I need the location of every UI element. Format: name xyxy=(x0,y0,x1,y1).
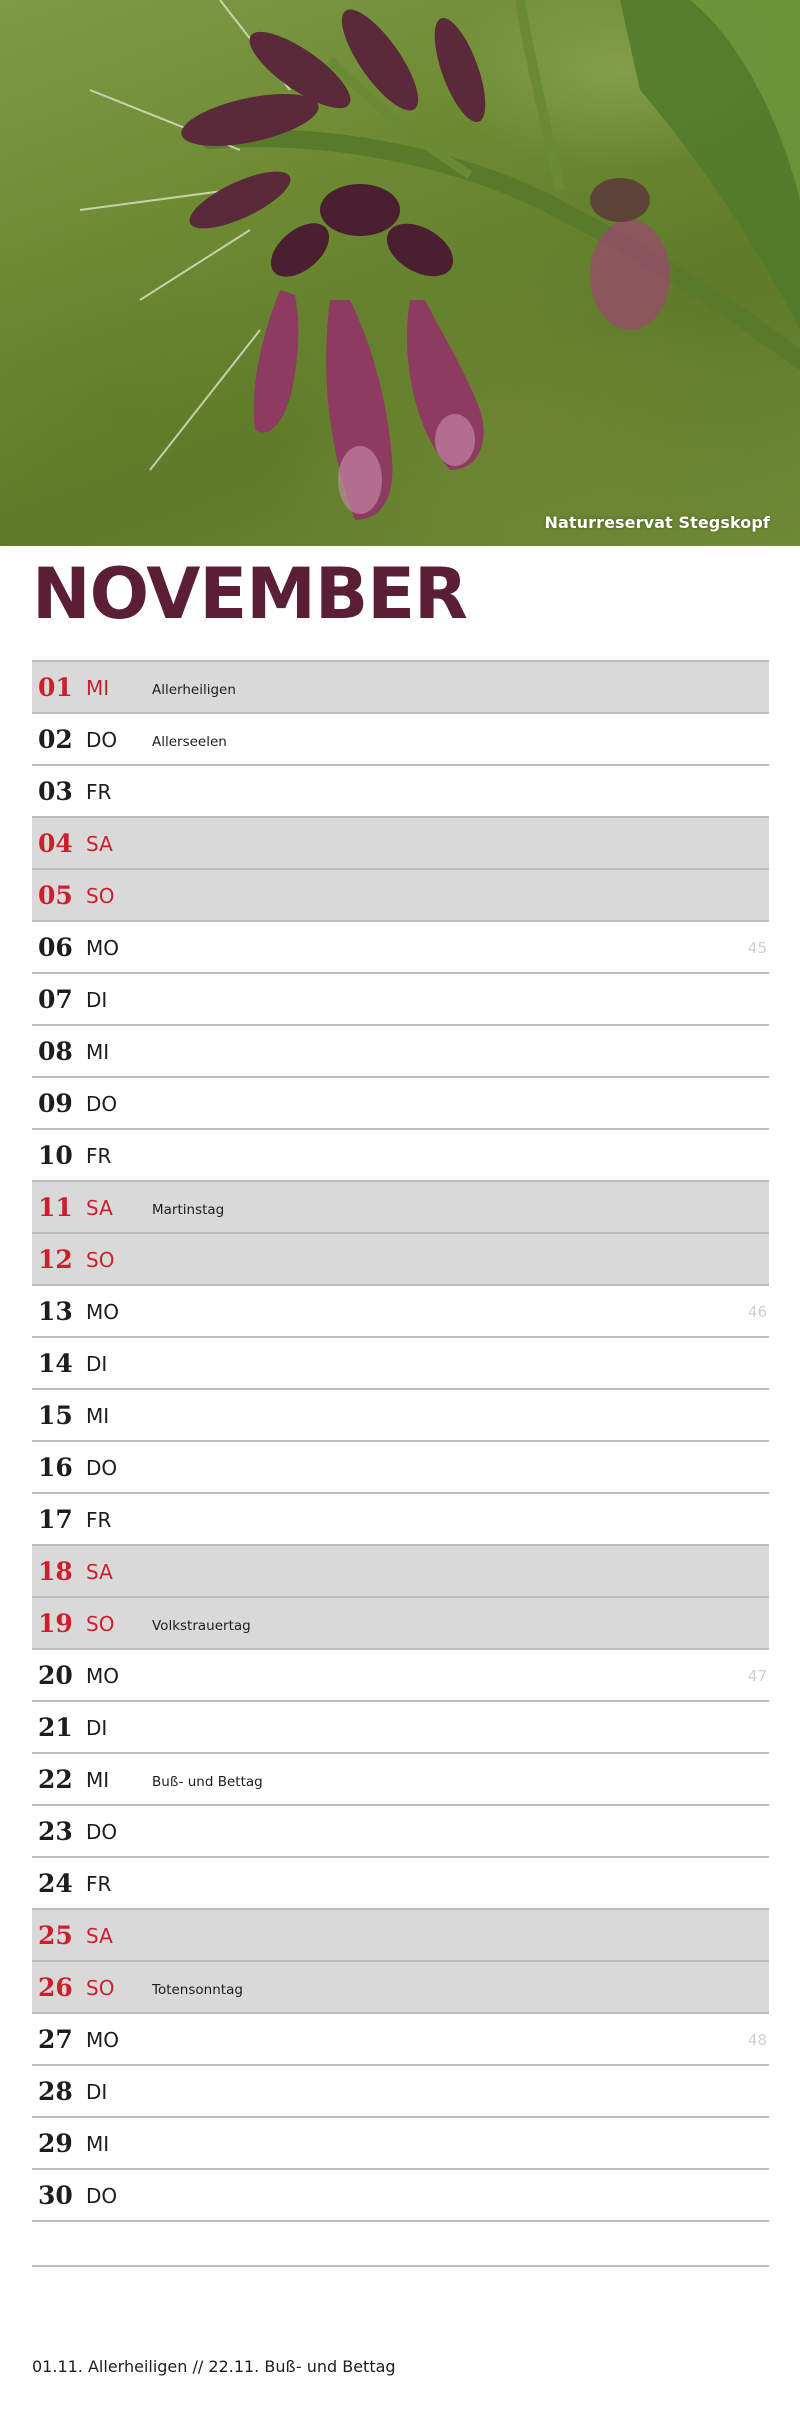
day-number: 02 xyxy=(38,725,73,754)
day-number: 26 xyxy=(38,1973,73,2002)
weekday-label: DO xyxy=(86,2184,118,2208)
weekday-label: MO xyxy=(86,2028,119,2052)
flower-illustration xyxy=(0,0,800,546)
day-number: 28 xyxy=(38,2077,73,2106)
weekday-label: SA xyxy=(86,1924,113,1948)
day-row xyxy=(32,1702,769,1754)
day-number: 23 xyxy=(38,1817,73,1846)
day-number: 22 xyxy=(38,1765,73,1794)
event-label: Volkstrauertag xyxy=(152,1618,251,1634)
weekday-label: MO xyxy=(86,1300,119,1324)
weekday-label: FR xyxy=(86,780,112,804)
weekday-label: SO xyxy=(86,1612,115,1636)
day-row xyxy=(32,1546,769,1598)
weekday-label: DO xyxy=(86,1820,118,1844)
photo-caption: Naturreservat Stegskopf xyxy=(544,513,770,532)
day-number: 08 xyxy=(38,1037,73,1066)
day-number: 17 xyxy=(38,1505,73,1534)
day-number: 19 xyxy=(38,1609,73,1638)
day-number: 20 xyxy=(38,1661,73,1690)
weekday-label: FR xyxy=(86,1144,112,1168)
event-label: Allerheiligen xyxy=(152,682,236,698)
day-number: 24 xyxy=(38,1869,73,1898)
day-row xyxy=(32,1286,769,1338)
day-row xyxy=(32,1494,769,1546)
day-number: 03 xyxy=(38,777,73,806)
day-row xyxy=(32,2014,769,2066)
day-number: 07 xyxy=(38,985,73,1014)
day-row xyxy=(32,766,769,818)
week-number: 45 xyxy=(747,939,767,957)
day-number: 18 xyxy=(38,1557,73,1586)
weekday-label: SA xyxy=(86,1560,113,1584)
day-number: 12 xyxy=(38,1245,73,1274)
day-row xyxy=(32,1026,769,1078)
weekday-label: MI xyxy=(86,1040,110,1064)
week-number: 48 xyxy=(747,2031,767,2049)
day-row xyxy=(32,714,769,766)
day-number: 21 xyxy=(38,1713,73,1742)
day-number: 09 xyxy=(38,1089,73,1118)
weekday-label: MO xyxy=(86,1664,119,1688)
holiday-footer: 01.11. Allerheiligen // 22.11. Buß- und Bettag xyxy=(32,2357,396,2376)
day-number: 10 xyxy=(38,1141,73,1170)
weekday-label: DI xyxy=(86,988,108,1012)
weekday-label: DI xyxy=(86,1716,108,1740)
week-number: 46 xyxy=(747,1303,767,1321)
day-row xyxy=(32,1962,769,2014)
day-number: 16 xyxy=(38,1453,73,1482)
day-row xyxy=(32,1390,769,1442)
day-number: 01 xyxy=(38,673,73,702)
day-number: 29 xyxy=(38,2129,73,2158)
day-row xyxy=(32,1234,769,1286)
weekday-label: DO xyxy=(86,1456,118,1480)
day-row xyxy=(32,1806,769,1858)
weekday-label: SO xyxy=(86,884,115,908)
event-label: Totensonntag xyxy=(152,1982,243,1998)
day-number: 11 xyxy=(38,1193,73,1222)
day-row xyxy=(32,818,769,870)
day-row xyxy=(32,2170,769,2222)
weekday-label: DO xyxy=(86,728,118,752)
day-row xyxy=(32,1910,769,1962)
day-number: 13 xyxy=(38,1297,73,1326)
weekday-label: MI xyxy=(86,676,110,700)
day-row xyxy=(32,1442,769,1494)
weekday-label: FR xyxy=(86,1872,112,1896)
weekday-label: SO xyxy=(86,1248,115,1272)
header-photo xyxy=(0,0,800,546)
weekday-label: DI xyxy=(86,1352,108,1376)
day-list xyxy=(32,660,769,2222)
day-number: 30 xyxy=(38,2181,73,2210)
day-row xyxy=(32,870,769,922)
day-row xyxy=(32,2118,769,2170)
weekday-label: FR xyxy=(86,1508,112,1532)
event-label: Buß- und Bettag xyxy=(152,1774,263,1790)
divider xyxy=(32,2265,769,2267)
day-number: 15 xyxy=(38,1401,73,1430)
day-number: 14 xyxy=(38,1349,73,1378)
day-row xyxy=(32,662,769,714)
weekday-label: MI xyxy=(86,1768,110,1792)
event-label: Allerseelen xyxy=(152,734,227,750)
weekday-label: DO xyxy=(86,1092,118,1116)
day-row xyxy=(32,1338,769,1390)
weekday-label: SO xyxy=(86,1976,115,2000)
day-row xyxy=(32,1650,769,1702)
day-row xyxy=(32,1078,769,1130)
day-row xyxy=(32,1858,769,1910)
day-row xyxy=(32,974,769,1026)
weekday-label: SA xyxy=(86,832,113,856)
day-number: 25 xyxy=(38,1921,73,1950)
day-number: 05 xyxy=(38,881,73,910)
day-row xyxy=(32,2066,769,2118)
day-number: 04 xyxy=(38,829,73,858)
weekday-label: SA xyxy=(86,1196,113,1220)
day-number: 06 xyxy=(38,933,73,962)
day-row xyxy=(32,922,769,974)
event-label: Martinstag xyxy=(152,1202,225,1218)
day-row xyxy=(32,1130,769,1182)
month-title: NOVEMBER xyxy=(32,553,467,635)
week-number: 47 xyxy=(747,1667,767,1685)
day-row xyxy=(32,1598,769,1650)
weekday-label: MI xyxy=(86,1404,110,1428)
weekday-label: MI xyxy=(86,2132,110,2156)
day-number: 27 xyxy=(38,2025,73,2054)
weekday-label: MO xyxy=(86,936,119,960)
day-row xyxy=(32,1182,769,1234)
weekday-label: DI xyxy=(86,2080,108,2104)
day-row xyxy=(32,1754,769,1806)
